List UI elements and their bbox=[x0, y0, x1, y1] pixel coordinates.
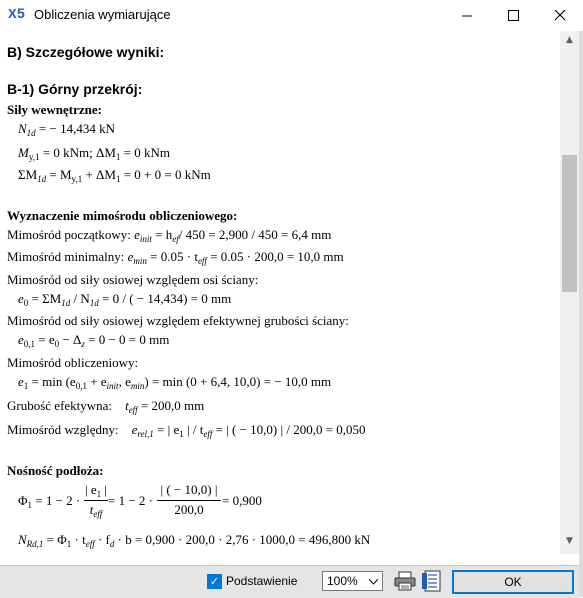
close-icon bbox=[555, 10, 566, 21]
design-eccentricity-label: Mimośród obliczeniowy: bbox=[7, 355, 139, 370]
phi-result: = 0,900 bbox=[222, 493, 262, 508]
title-bar bbox=[0, 0, 583, 31]
app-logo-icon: X 5 bbox=[8, 5, 24, 21]
subsection-title: B-1) Górny przekrój: bbox=[7, 81, 143, 97]
ok-button[interactable]: OK bbox=[452, 570, 574, 594]
substitution-label[interactable]: Podstawienie bbox=[226, 574, 298, 588]
results-content bbox=[0, 31, 560, 554]
n1d-line: $N_{1d}$ = − 14,434 kN bbox=[18, 121, 115, 138]
substitution-checkbox[interactable]: ✓ bbox=[207, 574, 222, 589]
maximize-icon bbox=[508, 10, 519, 21]
phi-fraction2-line bbox=[157, 500, 221, 501]
section-title: B) Szczegółowe wyniki: bbox=[7, 44, 165, 60]
phi-fraction1-line bbox=[84, 500, 108, 501]
phi-lhs: $\Phi_1 = 1 - 2$ · bbox=[18, 493, 81, 510]
minimize-button[interactable] bbox=[444, 0, 490, 31]
phi-fraction1-denominator: $t_{eff}$ bbox=[89, 502, 103, 519]
phi-middle: = 1 − 2 · bbox=[108, 493, 153, 508]
eccentricity-heading: Wyznaczenie mimośrodu obliczeniowego: bbox=[7, 208, 238, 223]
phi-fraction2-numerator: | ( − 10,0) | bbox=[160, 482, 218, 497]
effective-eccentricity-formula: $e_{0,1} = e_0 - \Delta_z = 0 - 0 = 0$ mm bbox=[18, 332, 170, 349]
effective-thickness-line: Grubość efektywna: $t_{eff} = 200,0$ mm bbox=[7, 398, 205, 415]
capacity-heading: Nośność podłoża: bbox=[7, 463, 104, 478]
scroll-down-arrow-icon[interactable]: ▼ bbox=[566, 536, 573, 546]
initial-eccentricity-line: Mimośród początkowy: $e_{init} = h_{ef}/$ 450 = 2,900 / 450 = 6,4 mm bbox=[7, 227, 332, 244]
effective-eccentricity-label: Mimośród od siły osiowej względem efektywnej grubości ściany: bbox=[7, 313, 349, 328]
window-border bbox=[579, 31, 583, 597]
my1-line: $M_{y,1} = 0$ kNm; $\Delta M_1 = 0$ kNm bbox=[18, 145, 170, 162]
nrd-line: $N_{Rd,1} = \Phi_1 \cdot t_{eff} \cdot f_d \cdot b = 0,900 \cdot 200,0 \cdot 2,76 \cdot 1000,0 = 496,800$ kN bbox=[18, 532, 371, 549]
close-button[interactable] bbox=[537, 0, 583, 31]
phi-fraction1-numerator: | $e_1$ | bbox=[85, 482, 107, 499]
sum-m-line: $\Sigma M_{1d} = M_{y,1} + \Delta M_1 = 0 + 0 = 0$ kNm bbox=[18, 167, 211, 184]
calculation-sheet-icon[interactable] bbox=[421, 570, 443, 592]
footer-toolbar bbox=[0, 565, 579, 598]
maximize-button[interactable] bbox=[490, 0, 536, 31]
vertical-scrollbar[interactable] bbox=[560, 31, 579, 554]
min-eccentricity-line: Mimośród minimalny: $e_{min} = 0.05 \cdot t_{eff} = 0.05 \cdot 200,0 = 10,0$ mm bbox=[7, 249, 344, 266]
scrollbar-thumb[interactable] bbox=[562, 155, 577, 292]
zoom-value: 100% bbox=[327, 574, 358, 588]
minimize-icon bbox=[462, 10, 473, 21]
internal-forces-heading: Siły wewnętrzne: bbox=[7, 102, 102, 117]
relative-eccentricity-line: Mimośród względny: $e_{rel,1}$ = | $e_1$ | / $t_{eff}$ = | ( − 10,0) | / 200,0 = 0,050 bbox=[7, 422, 366, 439]
axis-eccentricity-label: Mimośród od siły osiowej względem osi ściany: bbox=[7, 272, 259, 287]
window-title: Obliczenia wymiarujące bbox=[34, 7, 171, 22]
chevron-down-icon bbox=[369, 579, 378, 585]
printer-icon[interactable] bbox=[394, 571, 416, 591]
phi-fraction2-denominator: 200,0 bbox=[174, 502, 204, 517]
design-eccentricity-formula: $e_1 = \min (e_{0,1} + e_{init}$, $e_{min}) = \min (0 + 6,4$, 10,0) = − 10,0 mm bbox=[18, 374, 332, 391]
scroll-up-arrow-icon[interactable]: ▲ bbox=[566, 35, 573, 45]
axis-eccentricity-formula: $e_0 = \Sigma M_{1d} / N_{1d} = 0$ / ( − 14,434) = 0 mm bbox=[18, 291, 232, 308]
zoom-select[interactable] bbox=[322, 571, 383, 591]
